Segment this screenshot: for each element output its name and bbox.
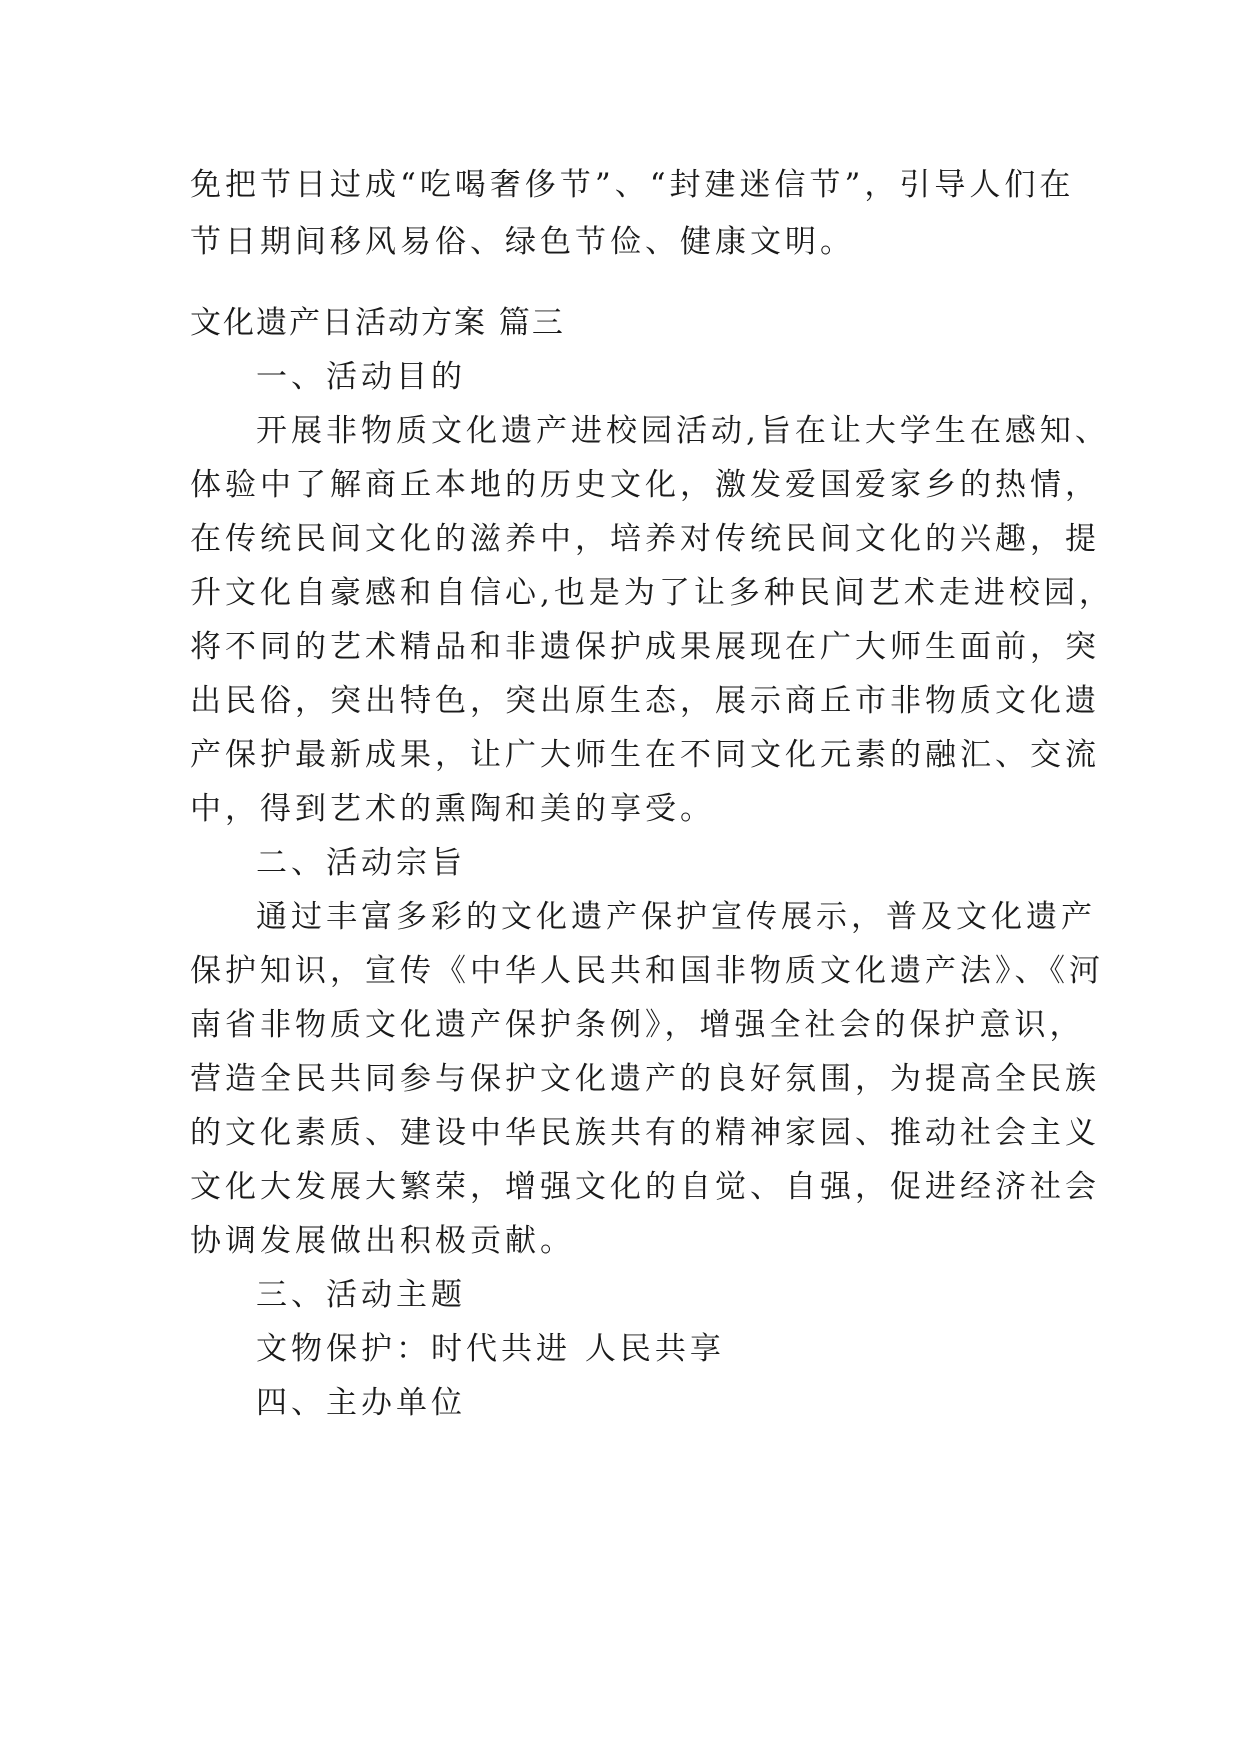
part2-line-6: 文化大发展大繁荣，增强文化的自觉、自强，促进经济社会 [190,1169,1100,1205]
part2-line-7: 协调发展做出积极贡献。 [190,1223,575,1259]
part1-line-6: 出民俗，突出特色，突出原生态，展示商丘市非物质文化遗 [190,683,1100,719]
part1-line-7: 产保护最新成果，让广大师生在不同文化元素的融汇、交流 [190,737,1100,773]
part4-heading: 四、主办单位 [256,1385,466,1421]
intro-line-2: 节日期间移风易俗、绿色节俭、健康文明。 [190,224,855,260]
part3-theme: 文物保护：时代共进 人民共享 [256,1331,725,1367]
part2-line-1: 通过丰富多彩的文化遗产保护宣传展示，普及文化遗产 [256,899,1096,935]
intro-line-1: 免把节日过成“吃喝奢侈节”、“封建迷信节”，引导人们在 [190,167,1075,203]
part1-line-1: 开展非物质文化遗产进校园活动,旨在让大学生在感知、 [256,413,1110,449]
part2-line-2: 保护知识，宣传《中华人民共和国非物质文化遗产法》、《河 [190,953,1104,989]
part1-heading: 一、活动目的 [256,359,466,395]
part2-line-3: 南省非物质文化遗产保护条例》，增强全社会的保护意识， [190,1007,1085,1043]
part2-heading: 二、活动宗旨 [256,845,466,881]
part3-heading: 三、活动主题 [256,1277,466,1313]
part1-line-8: 中，得到艺术的熏陶和美的享受。 [190,791,715,827]
part1-line-3: 在传统民间文化的滋养中，培养对传统民间文化的兴趣，提 [190,521,1100,557]
part2-line-4: 营造全民共同参与保护文化遗产的良好氛围，为提高全民族 [190,1061,1100,1097]
part2-line-5: 的文化素质、建设中华民族共有的精神家园、推动社会主义 [190,1115,1100,1151]
section-title: 文化遗产日活动方案 篇三 [190,305,565,341]
part1-line-5: 将不同的艺术精品和非遗保护成果展现在广大师生面前，突 [190,629,1100,665]
part1-line-4: 升文化自豪感和自信心,也是为了让多种民间艺术走进校园， [190,575,1114,611]
part1-line-2: 体验中了解商丘本地的历史文化，激发爱国爱家乡的热情， [190,467,1100,503]
